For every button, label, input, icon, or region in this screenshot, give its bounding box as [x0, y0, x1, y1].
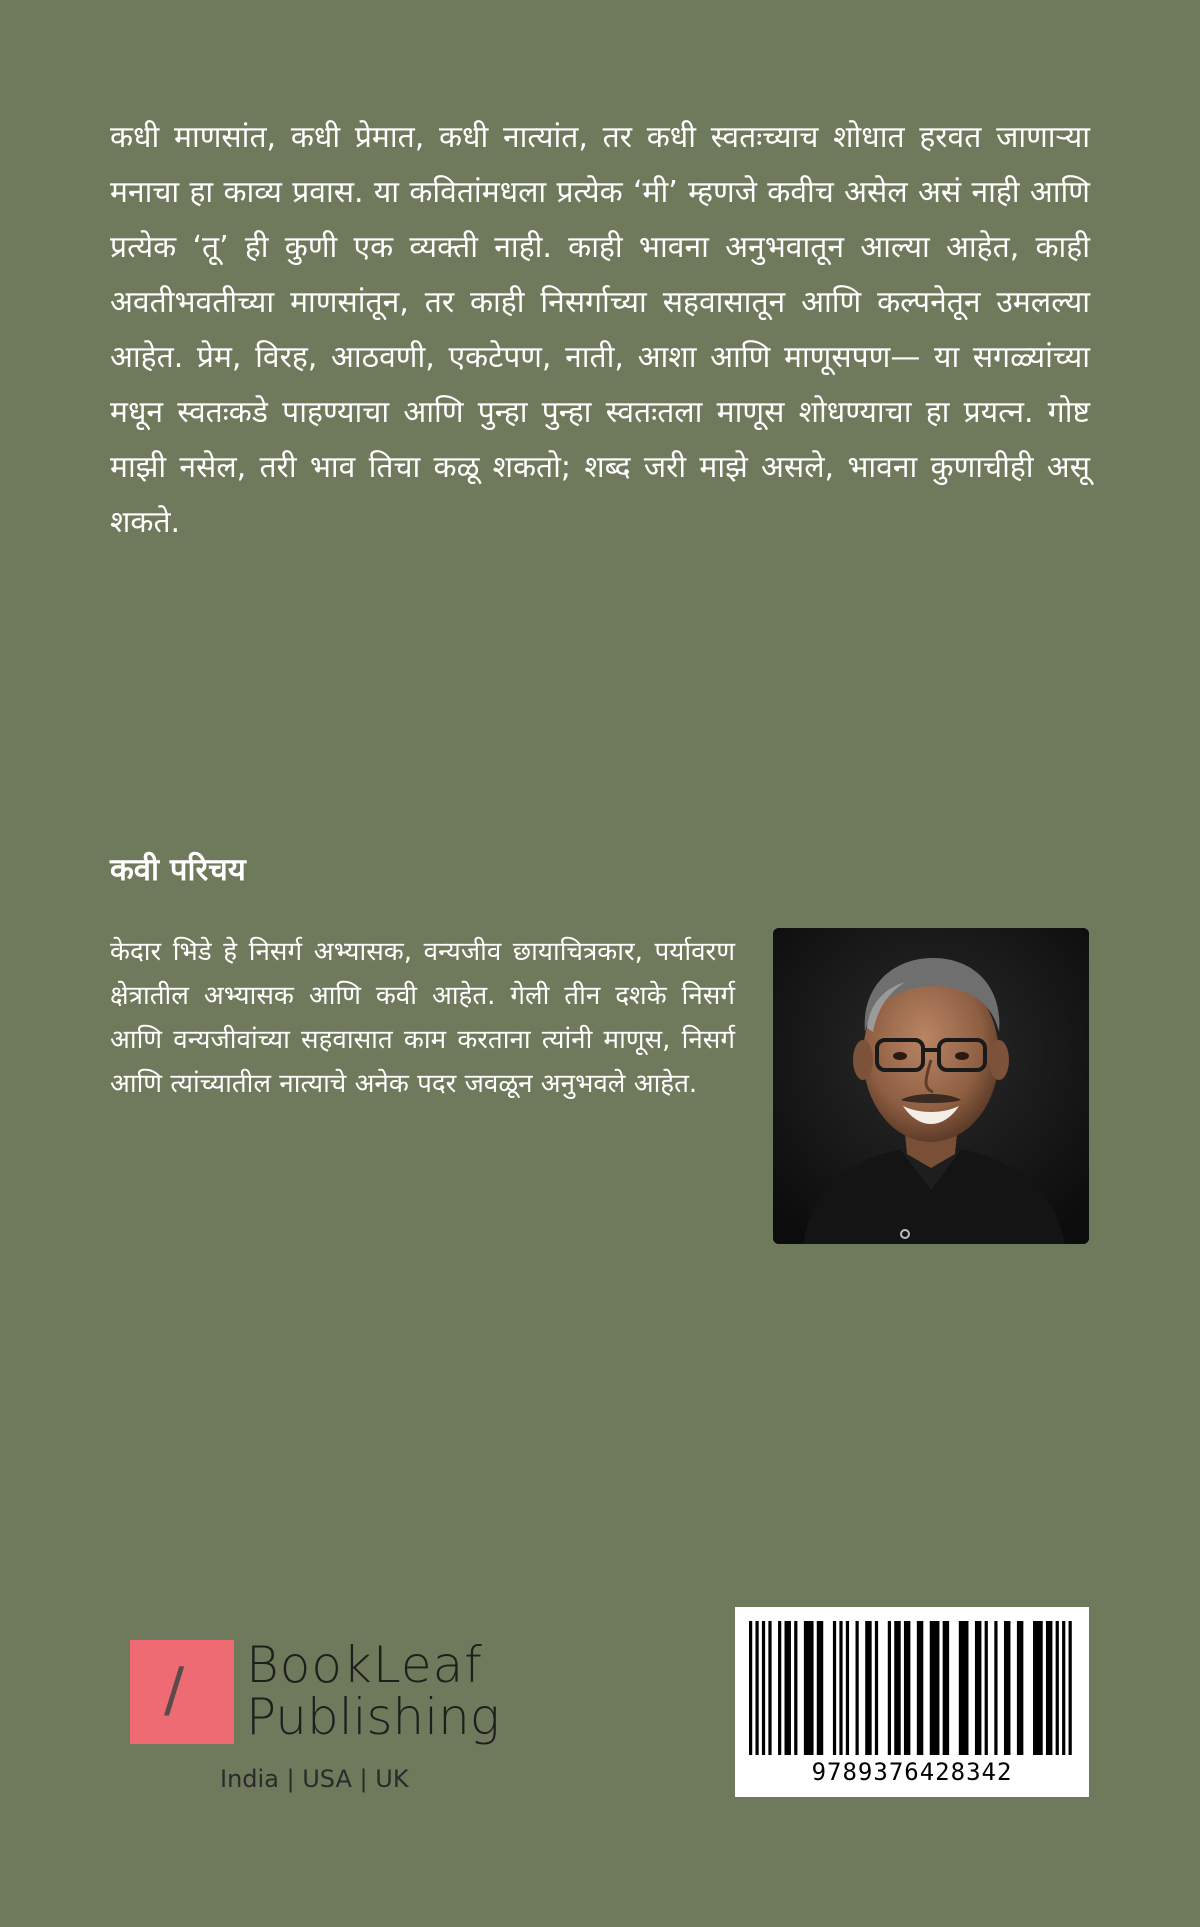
author-portrait-illustration	[773, 928, 1089, 1244]
barcode-bar	[1062, 1621, 1065, 1755]
author-bio-text: केदार भिडे हे निसर्ग अभ्यासक, वन्यजीव छायाचित्रकार, पर्यावरण क्षेत्रातील अभ्यासक आणि कवी आहेत. गेली तीन दशके निसर्ग आणि वन्यजीवांच्या सहवासात काम करताना त्यांनी माणूस, निसर्ग आणि त्यांच्यातील नात्याचे अनेक पदर जवळून अनुभवले आहेत.	[110, 937, 735, 1099]
barcode-bar	[833, 1621, 836, 1755]
barcode-bar	[904, 1621, 910, 1755]
barcode-bar	[768, 1621, 771, 1755]
barcode-bar	[755, 1621, 758, 1755]
barcode-bar	[1004, 1621, 1010, 1755]
barcode-bar	[865, 1621, 871, 1755]
barcode-bar	[856, 1621, 859, 1755]
barcode-bar	[804, 1621, 814, 1755]
publisher-logo	[130, 1638, 530, 1798]
barcode-bar	[888, 1621, 891, 1755]
barcode-bar	[894, 1621, 900, 1755]
barcode-bar	[959, 1621, 969, 1755]
barcode-bar	[930, 1621, 940, 1755]
book-blurb: कधी माणसांत, कधी प्रेमात, कधी नात्यांत, तर कधी स्वतःच्याच शोधात हरवत जाणाऱ्या मनाचा हा काव्य प्रवास. या कवितांमधला प्रत्येक ‘मी’ म्हणजे कवीच असेल असं नाही आणि प्रत्येक ‘तू’ ही कुणी एक व्यक्ती नाही. काही भावना अनुभवातून आल्या आहेत, काही अवतीभवतीच्या माणसांतून, तर काही निसर्गाच्या सहवासातून आणि कल्पनेतून उमलल्या आहेत. प्रेम, विरह, आठवणी, एकटेपण, नाती, आशा आणि माणूसपण— या सगळ्यांच्या मधून स्वतःकडे पाहण्याचा आणि पुन्हा पुन्हा स्वतःतला माणूस शोधण्याचा हा प्रयत्न. गोष्ट माझी नसेल, तरी भाव तिचा कळू शकतो; शब्द जरी माझे असले, भावना कुणाचीही असू शकते.	[110, 120, 1090, 540]
barcode-bar	[839, 1621, 842, 1755]
publisher-name-line1: BookLeaf	[246, 1636, 483, 1694]
barcode-bar	[985, 1621, 988, 1755]
barcode-bar	[917, 1621, 923, 1755]
barcode-bar	[1056, 1621, 1059, 1755]
barcode-bar	[975, 1621, 981, 1755]
barcode-bar	[785, 1621, 791, 1755]
barcode-bar	[794, 1621, 797, 1755]
isbn-number: 9789376428342	[811, 1758, 1013, 1786]
barcode-bars	[749, 1621, 1075, 1755]
barcode-bar	[1046, 1621, 1052, 1755]
barcode-bar	[778, 1621, 781, 1755]
barcode-bar	[875, 1621, 878, 1755]
publisher-regions: India | USA | UK	[220, 1765, 409, 1793]
barcode-bar	[1017, 1621, 1023, 1755]
barcode-bar	[943, 1621, 949, 1755]
author-photo	[773, 928, 1089, 1244]
barcode-bar	[846, 1621, 849, 1755]
barcode-bar	[817, 1621, 823, 1755]
author-bio-heading: कवी परिचय	[110, 852, 246, 888]
barcode-bar	[762, 1621, 765, 1755]
barcode-bar	[1033, 1621, 1043, 1755]
logo-square-mark	[130, 1640, 234, 1744]
logo-slash-glyph: /	[164, 1655, 185, 1725]
barcode-bar	[1069, 1621, 1072, 1755]
barcode-bar	[749, 1621, 752, 1755]
barcode-bar	[994, 1621, 997, 1755]
publisher-name-line2: Publishing	[246, 1688, 500, 1746]
isbn-barcode	[735, 1607, 1089, 1797]
